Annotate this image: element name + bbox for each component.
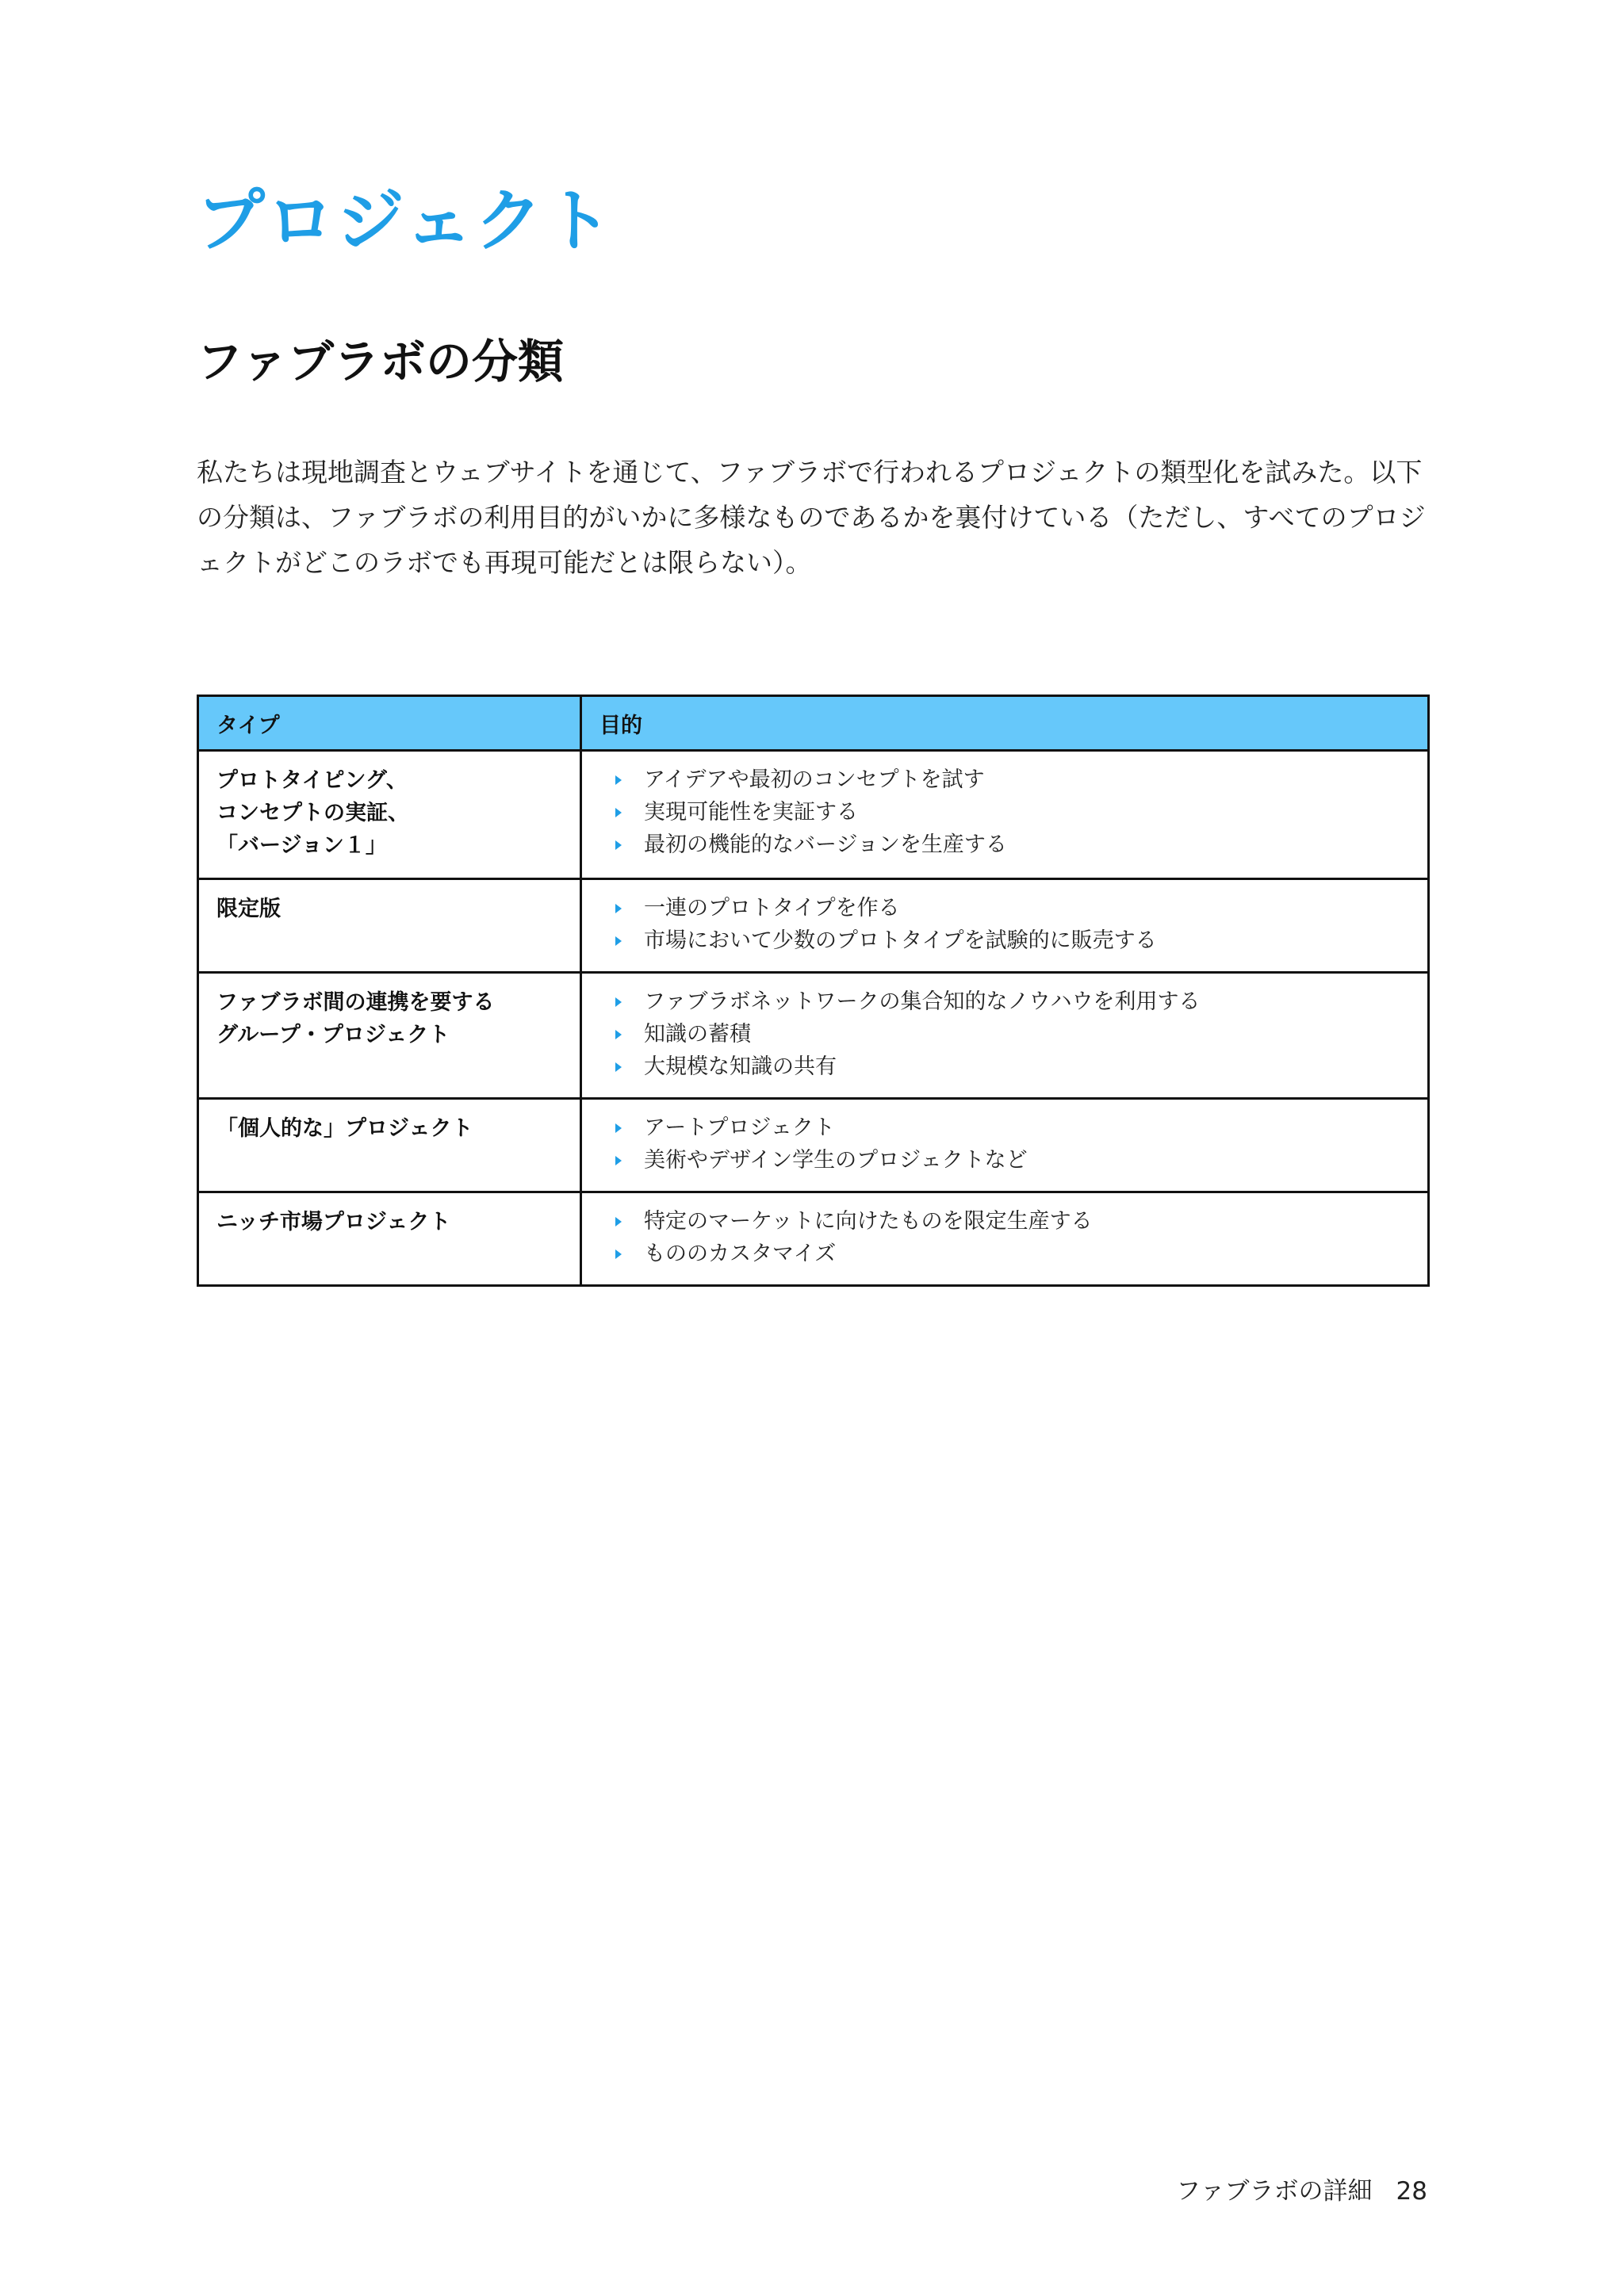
type-cell	[198, 973, 581, 1099]
purpose-item	[615, 1112, 1410, 1144]
purpose-item	[615, 1050, 1410, 1083]
purpose-list	[615, 1112, 1410, 1177]
page-title: プロジェクト	[197, 182, 615, 261]
footer-section-label: ファブラボの詳細	[1176, 2177, 1373, 2206]
type-line: コンセプトの実証、	[216, 801, 409, 825]
header-purpose: 目的	[581, 696, 1429, 751]
purpose-item	[615, 1238, 1410, 1270]
type-cell	[198, 751, 581, 879]
purpose-cell	[581, 879, 1429, 973]
purpose-cell	[581, 1192, 1429, 1286]
triangle-bullet-icon	[615, 936, 622, 946]
purpose-text: もののカスタマイズ	[644, 1242, 837, 1266]
purpose-item	[615, 985, 1410, 1018]
type-line: ファブラボ間の連携を要する	[216, 990, 495, 1015]
table-row	[198, 1099, 1429, 1192]
triangle-bullet-icon	[615, 1062, 622, 1072]
table-row	[198, 973, 1429, 1099]
purpose-item	[615, 1018, 1410, 1050]
type-cell	[198, 1099, 581, 1192]
triangle-bullet-icon	[615, 1123, 622, 1133]
purpose-item	[615, 1205, 1410, 1238]
purpose-text: 最初の機能的なバージョンを生産する	[644, 832, 1007, 857]
purpose-item	[615, 924, 1410, 957]
purpose-text: 知識の蓄積	[644, 1022, 751, 1047]
triangle-bullet-icon	[615, 997, 622, 1007]
triangle-bullet-icon	[615, 840, 622, 850]
purpose-text: 市場において少数のプロトタイプを試験的に販売する	[644, 928, 1157, 953]
purpose-item	[615, 892, 1410, 924]
classification-table-container	[197, 695, 1427, 1287]
type-cell	[198, 879, 581, 973]
classification-table	[197, 695, 1430, 1287]
purpose-list	[615, 763, 1410, 861]
table-header-row	[198, 696, 1429, 751]
purpose-item	[615, 828, 1410, 861]
purpose-text: ファブラボネットワークの集合知的なノウハウを利用する	[644, 989, 1201, 1014]
purpose-item	[615, 1144, 1410, 1177]
triangle-bullet-icon	[615, 808, 622, 817]
purpose-text: 一連のプロトタイプを作る	[644, 896, 900, 920]
intro-paragraph: 私たちは現地調査とウェブサイトを通じて、ファブラボで行われるプロジェクトの類型化を試みた。以下の分類は、ファブラボの利用目的がいかに多様なものであるかを裏付けている（ただし、すべてのプロジェクトがどこのラボでも再現可能だとは限らない）。	[197, 457, 1426, 578]
type-line: 「個人的な」プロジェクト	[216, 1116, 473, 1141]
type-line: 「バージョン１」	[216, 833, 387, 858]
triangle-bullet-icon	[615, 1156, 622, 1165]
purpose-cell	[581, 1099, 1429, 1192]
triangle-bullet-icon	[615, 775, 622, 785]
triangle-bullet-icon	[615, 904, 622, 913]
table-row	[198, 751, 1429, 879]
purpose-cell	[581, 751, 1429, 879]
type-line: プロトタイピング、	[216, 768, 408, 793]
section-title: ファブラボの分類	[197, 335, 564, 388]
triangle-bullet-icon	[615, 1249, 622, 1259]
purpose-text: 特定のマーケットに向けたものを限定生産する	[644, 1209, 1093, 1234]
page-footer	[1176, 2171, 1427, 2206]
purpose-item	[615, 763, 1410, 796]
purpose-cell	[581, 973, 1429, 1099]
page-number: 28	[1396, 2177, 1427, 2206]
type-cell	[198, 1192, 581, 1286]
purpose-text: 美術やデザイン学生のプロジェクトなど	[644, 1148, 1028, 1173]
table-row	[198, 1192, 1429, 1286]
purpose-list	[615, 1205, 1410, 1270]
type-line: ニッチ市場プロジェクト	[216, 1210, 451, 1234]
purpose-list	[615, 985, 1410, 1083]
purpose-text: アイデアや最初のコンセプトを試す	[644, 767, 985, 792]
type-line: 限定版	[216, 897, 281, 921]
purpose-item	[615, 796, 1410, 828]
purpose-text: アートプロジェクト	[644, 1115, 835, 1140]
triangle-bullet-icon	[615, 1030, 622, 1039]
triangle-bullet-icon	[615, 1217, 622, 1226]
purpose-text: 実現可能性を実証する	[644, 800, 858, 825]
header-type: タイプ	[198, 696, 581, 751]
purpose-list	[615, 892, 1410, 957]
table-row	[198, 879, 1429, 973]
purpose-text: 大規模な知識の共有	[644, 1054, 837, 1079]
type-line: グループ・プロジェクト	[216, 1023, 450, 1047]
